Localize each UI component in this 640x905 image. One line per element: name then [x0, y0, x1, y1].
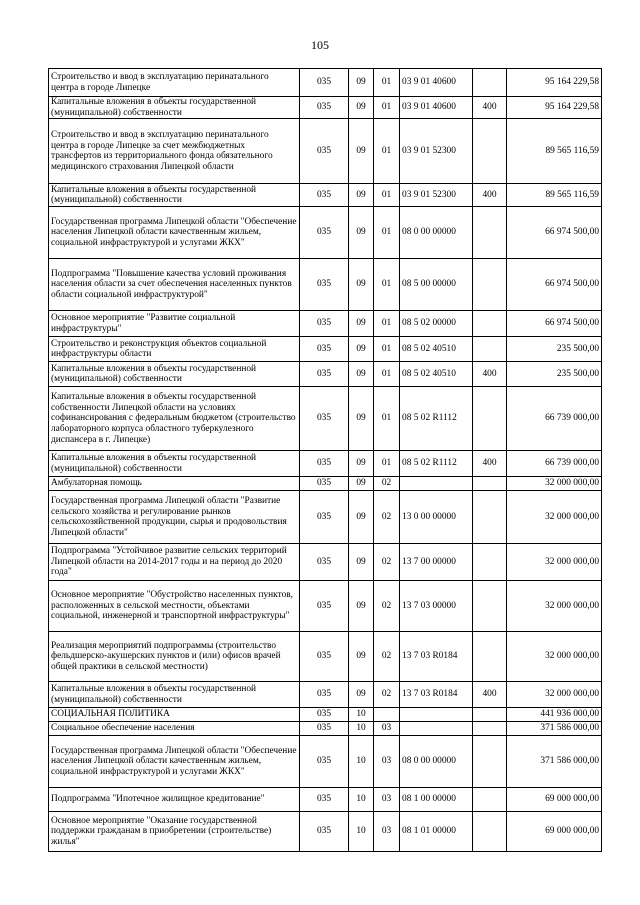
target-article-cell: 08 1 01 00000 [400, 812, 473, 852]
admin-code-cell: 035 [300, 69, 349, 97]
expense-type-cell [473, 337, 507, 362]
admin-code-cell: 035 [300, 581, 349, 632]
target-article-cell: 13 7 00 00000 [400, 544, 473, 581]
subsection-code-cell: 01 [374, 97, 400, 119]
table-row [49, 362, 602, 387]
expense-type-cell [473, 812, 507, 852]
target-article-cell: 13 7 03 00000 [400, 581, 473, 632]
admin-code-cell: 035 [300, 544, 349, 581]
table-body [49, 69, 602, 852]
table-row [49, 119, 602, 184]
expense-type-cell [473, 207, 507, 259]
admin-code-cell: 035 [300, 259, 349, 311]
subsection-code-cell: 03 [374, 812, 400, 852]
amount-cell: 32 000 000,00 [507, 682, 602, 708]
table-row [49, 722, 602, 736]
admin-code-cell: 035 [300, 722, 349, 736]
row-name-cell: Подпрограмма "Повышение качества условий проживания населения области за счет обеспечения населенных пунктов области социальной инфраструктурой" [49, 259, 300, 311]
amount-cell: 69 000 000,00 [507, 788, 602, 812]
table-row [49, 207, 602, 259]
admin-code-cell: 035 [300, 97, 349, 119]
table-row [49, 451, 602, 477]
expense-type-cell [473, 736, 507, 788]
section-code-cell: 09 [349, 491, 374, 544]
row-name-cell: Строительство и ввод в эксплуатацию перинатального центра в городе Липецке за счет межбюджетных трансфертов из территориального фонда обязательного медицинского страхования Липецкой области [49, 119, 300, 184]
target-article-cell: 13 0 00 00000 [400, 491, 473, 544]
row-name-cell: Государственная программа Липецкой области "Обеспечение населения Липецкой области качественным жильем, социальной инфраструктурой и услугами ЖКХ" [49, 736, 300, 788]
admin-code-cell: 035 [300, 387, 349, 451]
subsection-code-cell: 02 [374, 491, 400, 544]
subsection-code-cell: 01 [374, 387, 400, 451]
section-code-cell: 09 [349, 69, 374, 97]
amount-cell: 32 000 000,00 [507, 491, 602, 544]
target-article-cell: 03 9 01 40600 [400, 69, 473, 97]
section-code-cell: 09 [349, 337, 374, 362]
admin-code-cell: 035 [300, 184, 349, 207]
table-row [49, 69, 602, 97]
section-code-cell: 09 [349, 311, 374, 337]
subsection-code-cell: 01 [374, 184, 400, 207]
amount-cell: 32 000 000,00 [507, 544, 602, 581]
row-name-cell: Основное мероприятие "Обустройство населенных пунктов, расположенных в сельской местности, объектами социальной, инженерной и транспортной инфраструктуры" [49, 581, 300, 632]
table-row [49, 491, 602, 544]
target-article-cell: 08 5 02 40510 [400, 337, 473, 362]
subsection-code-cell: 01 [374, 311, 400, 337]
subsection-code-cell: 02 [374, 632, 400, 682]
table-row [49, 97, 602, 119]
admin-code-cell: 035 [300, 451, 349, 477]
amount-cell: 66 974 500,00 [507, 311, 602, 337]
target-article-cell: 13 7 03 R0184 [400, 682, 473, 708]
expense-type-cell [473, 491, 507, 544]
admin-code-cell: 035 [300, 207, 349, 259]
target-article-cell: 08 5 00 00000 [400, 259, 473, 311]
admin-code-cell: 035 [300, 477, 349, 491]
table-row [49, 544, 602, 581]
expense-type-cell [473, 477, 507, 491]
amount-cell: 89 565 116,59 [507, 184, 602, 207]
section-code-cell: 09 [349, 544, 374, 581]
amount-cell: 371 586 000,00 [507, 722, 602, 736]
expense-type-cell: 400 [473, 451, 507, 477]
amount-cell: 89 565 116,59 [507, 119, 602, 184]
amount-cell: 235 500,00 [507, 337, 602, 362]
row-name-cell: Государственная программа Липецкой области "Развитие сельского хозяйства и регулирование рынков сельскохозяйственной продукции, сырья и продовольствия Липецкой области" [49, 491, 300, 544]
target-article-cell: 08 1 00 00000 [400, 788, 473, 812]
row-name-cell: Капитальные вложения в объекты государственной собственности Липецкой области на условиях софинансирования с федеральным бюджетом (строительство лабораторного корпуса областного туберкулезного диспансера в г. Липецке) [49, 387, 300, 451]
expense-type-cell [473, 544, 507, 581]
subsection-code-cell: 02 [374, 477, 400, 491]
amount-cell: 32 000 000,00 [507, 632, 602, 682]
section-code-cell: 09 [349, 259, 374, 311]
expense-type-cell [473, 69, 507, 97]
section-code-cell: 09 [349, 97, 374, 119]
section-code-cell: 09 [349, 362, 374, 387]
target-article-cell: 08 0 00 00000 [400, 207, 473, 259]
table-row [49, 736, 602, 788]
subsection-code-cell: 03 [374, 788, 400, 812]
target-article-cell: 13 7 03 R0184 [400, 632, 473, 682]
amount-cell: 32 000 000,00 [507, 581, 602, 632]
target-article-cell: 03 9 01 52300 [400, 184, 473, 207]
table-row [49, 184, 602, 207]
subsection-code-cell: 03 [374, 736, 400, 788]
table-row [49, 311, 602, 337]
section-code-cell: 09 [349, 477, 374, 491]
row-name-cell: Основное мероприятие "Оказание государственной поддержки гражданам в приобретении (строительстве) жилья" [49, 812, 300, 852]
target-article-cell: 03 9 01 52300 [400, 119, 473, 184]
amount-cell: 66 739 000,00 [507, 451, 602, 477]
table-row [49, 581, 602, 632]
section-code-cell: 09 [349, 387, 374, 451]
admin-code-cell: 035 [300, 708, 349, 722]
admin-code-cell: 035 [300, 311, 349, 337]
row-name-cell: Капитальные вложения в объекты государственной (муниципальной) собственности [49, 362, 300, 387]
target-article-cell [400, 477, 473, 491]
table-row [49, 708, 602, 722]
row-name-cell: Социальное обеспечение населения [49, 722, 300, 736]
expense-type-cell [473, 259, 507, 311]
row-name-cell: Капитальные вложения в объекты государственной (муниципальной) собственности [49, 451, 300, 477]
expense-type-cell [473, 119, 507, 184]
expense-type-cell [473, 632, 507, 682]
row-name-cell: Реализация мероприятий подпрограммы (строительство фельдшерско-акушерских пунктов и (или) офисов врачей общей практики в сельской местности) [49, 632, 300, 682]
target-article-cell: 08 5 02 40510 [400, 362, 473, 387]
amount-cell: 69 000 000,00 [507, 812, 602, 852]
expense-type-cell [473, 708, 507, 722]
section-code-cell: 10 [349, 788, 374, 812]
admin-code-cell: 035 [300, 812, 349, 852]
table-row [49, 788, 602, 812]
table-row [49, 337, 602, 362]
target-article-cell [400, 722, 473, 736]
admin-code-cell: 035 [300, 362, 349, 387]
row-name-cell: Подпрограмма "Ипотечное жилищное кредитование" [49, 788, 300, 812]
subsection-code-cell: 01 [374, 337, 400, 362]
section-code-cell: 09 [349, 207, 374, 259]
amount-cell: 441 936 000,00 [507, 708, 602, 722]
amount-cell: 66 974 500,00 [507, 259, 602, 311]
subsection-code-cell: 01 [374, 69, 400, 97]
section-code-cell: 09 [349, 184, 374, 207]
expense-type-cell: 400 [473, 184, 507, 207]
expense-type-cell: 400 [473, 682, 507, 708]
section-code-cell: 10 [349, 722, 374, 736]
expense-type-cell [473, 581, 507, 632]
admin-code-cell: 035 [300, 788, 349, 812]
target-article-cell [400, 708, 473, 722]
admin-code-cell: 035 [300, 491, 349, 544]
row-name-cell: СОЦИАЛЬНАЯ ПОЛИТИКА [49, 708, 300, 722]
expense-type-cell [473, 387, 507, 451]
page-number: 105 [311, 38, 329, 52]
target-article-cell: 08 5 02 00000 [400, 311, 473, 337]
row-name-cell: Капитальные вложения в объекты государственной (муниципальной) собственности [49, 682, 300, 708]
row-name-cell: Амбулаторная помощь [49, 477, 300, 491]
subsection-code-cell: 01 [374, 207, 400, 259]
section-code-cell: 09 [349, 682, 374, 708]
subsection-code-cell: 01 [374, 451, 400, 477]
table-row [49, 682, 602, 708]
subsection-code-cell: 01 [374, 259, 400, 311]
amount-cell: 95 164 229,58 [507, 69, 602, 97]
amount-cell: 95 164 229,58 [507, 97, 602, 119]
subsection-code-cell: 01 [374, 362, 400, 387]
target-article-cell: 08 5 02 R1112 [400, 387, 473, 451]
amount-cell: 66 974 500,00 [507, 207, 602, 259]
amount-cell: 66 739 000,00 [507, 387, 602, 451]
expense-type-cell [473, 722, 507, 736]
budget-table [48, 68, 602, 852]
row-name-cell: Капитальные вложения в объекты государственной (муниципальной) собственности [49, 97, 300, 119]
section-code-cell: 09 [349, 581, 374, 632]
section-code-cell: 10 [349, 736, 374, 788]
section-code-cell: 10 [349, 708, 374, 722]
row-name-cell: Государственная программа Липецкой области "Обеспечение населения Липецкой области качественным жильем, социальной инфраструктурой и услугами ЖКХ" [49, 207, 300, 259]
admin-code-cell: 035 [300, 119, 349, 184]
subsection-code-cell: 03 [374, 722, 400, 736]
row-name-cell: Строительство и реконструкция объектов социальной инфраструктуры области [49, 337, 300, 362]
subsection-code-cell: 02 [374, 544, 400, 581]
expense-type-cell [473, 788, 507, 812]
target-article-cell: 08 0 00 00000 [400, 736, 473, 788]
expense-type-cell [473, 311, 507, 337]
section-code-cell: 09 [349, 632, 374, 682]
section-code-cell: 09 [349, 451, 374, 477]
subsection-code-cell [374, 708, 400, 722]
table-row [49, 632, 602, 682]
row-name-cell: Капитальные вложения в объекты государственной (муниципальной) собственности [49, 184, 300, 207]
expense-type-cell: 400 [473, 362, 507, 387]
admin-code-cell: 035 [300, 632, 349, 682]
target-article-cell: 08 5 02 R1112 [400, 451, 473, 477]
table-row [49, 387, 602, 451]
amount-cell: 32 000 000,00 [507, 477, 602, 491]
row-name-cell: Подпрограмма "Устойчивое развитие сельских территорий Липецкой области на 2014-2017 годы и на период до 2020 года" [49, 544, 300, 581]
admin-code-cell: 035 [300, 736, 349, 788]
section-code-cell: 10 [349, 812, 374, 852]
subsection-code-cell: 02 [374, 682, 400, 708]
amount-cell: 235 500,00 [507, 362, 602, 387]
admin-code-cell: 035 [300, 682, 349, 708]
row-name-cell: Строительство и ввод в эксплуатацию перинатального центра в городе Липецке [49, 69, 300, 97]
amount-cell: 371 586 000,00 [507, 736, 602, 788]
row-name-cell: Основное мероприятие "Развитие социальной инфраструктуры" [49, 311, 300, 337]
table-row [49, 812, 602, 852]
admin-code-cell: 035 [300, 337, 349, 362]
subsection-code-cell: 02 [374, 581, 400, 632]
table-row [49, 259, 602, 311]
table-row [49, 477, 602, 491]
section-code-cell: 09 [349, 119, 374, 184]
expense-type-cell: 400 [473, 97, 507, 119]
target-article-cell: 03 9 01 40600 [400, 97, 473, 119]
subsection-code-cell: 01 [374, 119, 400, 184]
